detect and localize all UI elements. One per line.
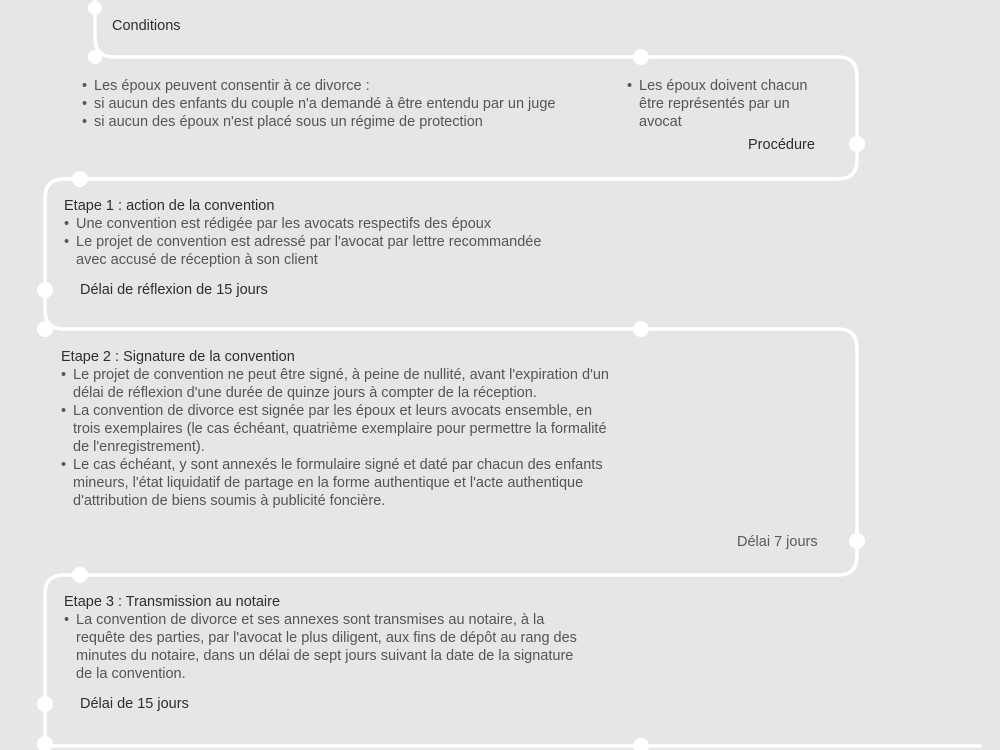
list-item: • si aucun des époux n'est placé sous un régime de protection bbox=[82, 113, 622, 131]
step2-title: Etape 2 : Signature de la convention bbox=[61, 349, 295, 365]
node bbox=[633, 49, 649, 65]
node bbox=[72, 171, 88, 187]
list-item: • Les époux doivent chacun être représentés par un avocat bbox=[627, 77, 827, 131]
step3-list bbox=[64, 611, 589, 683]
node bbox=[633, 321, 649, 337]
node bbox=[37, 321, 53, 337]
step3-title: Etape 3 : Transmission au notaire bbox=[64, 594, 281, 610]
step3-delay: Délai de 15 jours bbox=[80, 696, 189, 712]
list-item: • si aucun des enfants du couple n'a demandé à être entendu par un juge bbox=[82, 95, 622, 113]
list-item: • La convention de divorce est signée par les époux et leurs avocats ensemble, en trois exemplaires (le cas échéant, quatrième exemplaire pour permettre la formalité de l'enregistrement). bbox=[61, 402, 611, 456]
list-item: • Le projet de convention est adressé par l'avocat par lettre recommandée avec accusé de réception à son client bbox=[64, 233, 544, 269]
node bbox=[37, 696, 53, 712]
step2-list bbox=[61, 366, 611, 510]
node bbox=[633, 738, 649, 750]
list-item: • Une convention est rédigée par les avocats respectifs des époux bbox=[64, 215, 544, 233]
conditions-list bbox=[82, 77, 622, 131]
step1-delay: Délai de réflexion de 15 jours bbox=[80, 282, 268, 298]
node bbox=[88, 1, 102, 15]
step2-delay: Délai 7 jours bbox=[737, 534, 818, 550]
list-item: • La convention de divorce et ses annexes sont transmises au notaire, à la requête des parties, par l'avocat le plus diligent, aux fins de dépôt au rang des minutes du notaire, dans un délai de sept jours suivant la date de la signature de la convention. bbox=[64, 611, 589, 683]
node bbox=[88, 50, 102, 64]
node bbox=[72, 567, 88, 583]
step1-title: Etape 1 : action de la convention bbox=[64, 198, 275, 214]
node bbox=[849, 533, 865, 549]
node bbox=[849, 136, 865, 152]
list-item: • Les époux peuvent consentir à ce divorce : bbox=[82, 77, 622, 95]
procedure-label: Procédure bbox=[748, 137, 815, 153]
conditions-label: Conditions bbox=[112, 18, 181, 34]
list-item: • Le cas échéant, y sont annexés le formulaire signé et daté par chacun des enfants mineurs, l'état liquidatif de partage en la forme authentique et l'acte authentique d'attribution de biens soumis à publicité foncière. bbox=[61, 456, 611, 510]
list-item: • Le projet de convention ne peut être signé, à peine de nullité, avant l'expiration d'un délai de réflexion d'une durée de quinze jours à compter de la réception. bbox=[61, 366, 611, 402]
step1-list bbox=[64, 215, 544, 269]
representation-list bbox=[627, 77, 827, 131]
node bbox=[37, 282, 53, 298]
node bbox=[37, 736, 53, 750]
